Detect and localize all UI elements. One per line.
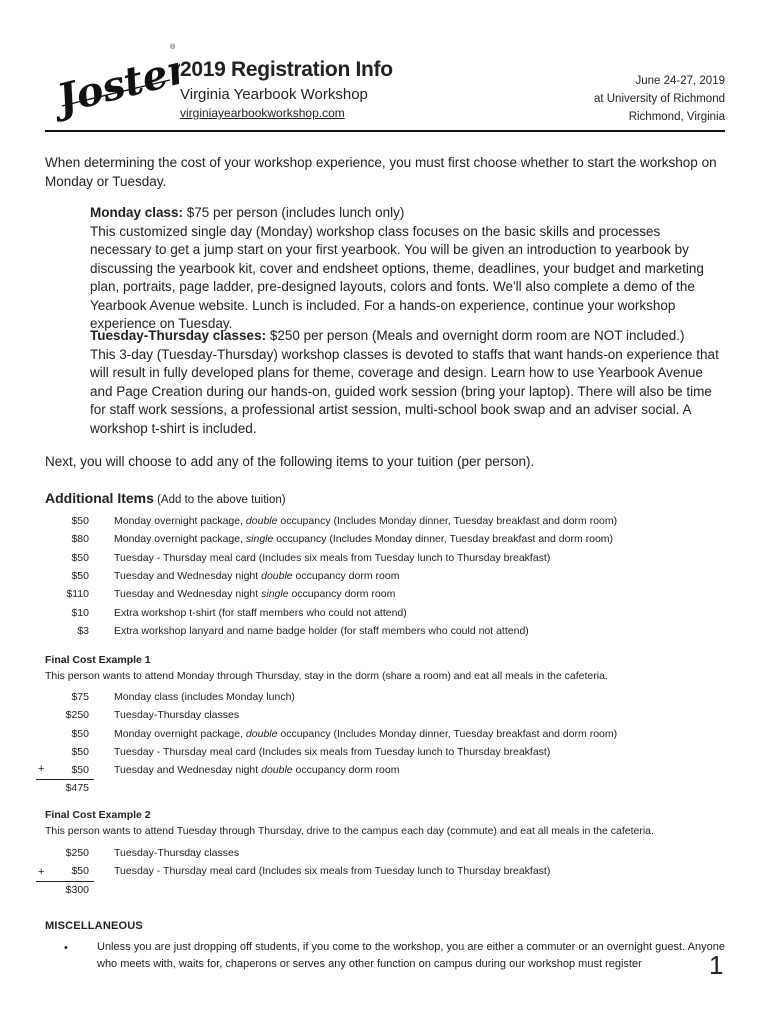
example-1-title: Final Cost Example 1: [45, 654, 151, 666]
line-item-price: $75: [71, 691, 89, 703]
monday-class-block: [90, 204, 725, 334]
line-item-description: [114, 862, 550, 880]
line-item-text: occupancy (Includes Monday dinner, Tuesday breakfast and dorm room): [273, 533, 614, 546]
tuesday-class-description: This 3-day (Tuesday-Thursday) workshop classes is devoted to staffs that want hands-on experience that will result in fully developed plans for theme, coverage and design. Learn how to use Yearbook Avenue and Page Creation during our hands-on, guided work session (bring your laptop). There will also be time for staff work sessions, a professional artist session, multi-school book swap and an adviser social. A workshop t-shirt is included.: [90, 346, 719, 436]
registered-mark: ®: [170, 44, 176, 51]
intro-paragraph: When determining the cost of your workshop experience, you must first choose whether to start the workshop on Monday or Tuesday.: [45, 155, 717, 189]
logo-lettering: Jostens: [52, 44, 180, 123]
line-item-row: [45, 549, 725, 567]
line-item-description: [114, 743, 550, 761]
monday-class-label: Monday class:: [90, 205, 184, 220]
line-item-emphasis: single: [261, 588, 289, 601]
line-item-text: occupancy dorm room: [292, 764, 400, 777]
line-item-description: [114, 549, 550, 567]
line-item-text: Monday overnight package,: [114, 727, 246, 740]
line-item-price: $50: [71, 569, 89, 582]
monday-class-description: This customized single day (Monday) workshop class focuses on the basic skills and processes necessary to get a jump start on your first yearbook. You will be given an introduction to yearbook by discussing the yearbook kit, cover and endsheet options, theme, deadlines, your budget and marketing plan, portraits, page ladder, pre-designed layouts, colors and fonts. We'll also complete a demo of the Yearbook Avenue website. Lunch is included. For a hands-on experience, continue your workshop experience on Tuesday.: [90, 223, 704, 331]
jostens-logo-mark: [52, 44, 180, 124]
line-item-text: occupancy (Includes Monday dinner, Tuesday breakfast and dorm room): [277, 727, 618, 740]
event-city: Richmond, Virginia: [628, 111, 725, 123]
line-item-emphasis: single: [245, 533, 274, 546]
line-item-text: occupancy (Includes Monday dinner, Tuesday breakfast and dorm room): [277, 515, 618, 527]
line-item-row: [45, 604, 725, 622]
line-item-price: $50: [71, 515, 89, 527]
line-item-description: [114, 622, 529, 640]
plus-sign: +: [38, 763, 45, 775]
line-item-description: [114, 725, 617, 743]
line-item-text: Tuesday and Wednesday night: [114, 569, 262, 582]
page-title: 2019 Registration Info: [180, 58, 393, 81]
example-2-description: This person wants to attend Tuesday through Thursday, drive to the campus each day (commute) and eat all meals in the cafeteria.: [45, 825, 654, 837]
event-info: [594, 72, 725, 126]
line-item-text: Monday overnight package,: [114, 515, 246, 527]
line-item-emphasis: double: [261, 569, 293, 582]
total-amount: $475: [65, 782, 89, 794]
line-item-description: [114, 706, 239, 724]
line-item-emphasis: double: [261, 764, 293, 777]
line-item-price: $50: [71, 764, 89, 777]
line-item-text: Extra workshop lanyard and name badge holder (for staff members who could not attend): [114, 624, 529, 637]
line-item-description: [114, 688, 295, 706]
line-item-text: Monday overnight package,: [114, 533, 246, 546]
line-item-emphasis: double: [245, 727, 278, 740]
line-item-price: $3: [77, 624, 89, 637]
event-dates: June 24-27, 2019: [635, 75, 725, 87]
line-item-row: [45, 725, 725, 743]
plus-sign: +: [38, 866, 45, 878]
line-item-text: occupancy dorm room: [288, 588, 396, 601]
line-item-row: [45, 688, 725, 706]
miscellaneous-text: Unless you are just dropping off students, if you come to the workshop, you are either a commuter or an overnight guest. Anyone who meets with, waits for, chaperons or serves any other function on campus during our workshop must register: [97, 941, 725, 970]
line-item-row: [45, 761, 725, 779]
line-item-price: $110: [66, 588, 89, 601]
line-item-description: [114, 604, 407, 622]
tuesday-class-label: Tuesday-Thursday classes:: [90, 328, 267, 343]
line-item-row: [45, 530, 725, 548]
tuesday-class-price: $250 per person (Meals and overnight dorm room are NOT included.): [266, 328, 685, 343]
additional-items-heading: [45, 490, 286, 506]
line-item-row: [45, 743, 725, 761]
line-item-price: $50: [71, 727, 89, 740]
line-item-row: [45, 706, 725, 724]
line-item-text: Extra workshop t-shirt (for staff members who could not attend): [114, 606, 407, 619]
jostens-logo: [52, 44, 180, 124]
line-item-text: Tuesday-Thursday classes: [114, 847, 240, 859]
line-item-description: [114, 844, 239, 862]
line-item-row: [45, 862, 725, 880]
line-item-price: $10: [71, 606, 89, 619]
line-item-row: [45, 512, 725, 530]
line-item-price: $250: [65, 847, 89, 859]
line-item-text: Tuesday - Thursday meal card (Includes six meals from Tuesday lunch to Thursday breakfast): [114, 745, 551, 758]
tuesday-class-block: [90, 327, 725, 438]
line-item-text: Tuesday-Thursday classes: [114, 709, 240, 722]
example-2-title: Final Cost Example 2: [45, 809, 151, 821]
miscellaneous-heading: MISCELLANEOUS: [45, 920, 143, 932]
line-item-price: $50: [71, 551, 89, 564]
line-item-row: [45, 567, 725, 585]
page-number: 1: [709, 950, 724, 980]
additional-items-title: Additional Items: [45, 490, 154, 506]
line-item-text: Tuesday - Thursday meal card (Includes six meals from Tuesday lunch to Thursday breakfast): [114, 865, 551, 878]
line-item-description: [114, 530, 613, 548]
line-item-description: [114, 585, 395, 603]
total-amount: $300: [65, 884, 89, 896]
page-subtitle: Virginia Yearbook Workshop: [180, 86, 368, 103]
example-1-description: This person wants to attend Monday through Thursday, stay in the dorm (share a room) and eat all meals in the cafeteria.: [45, 670, 608, 682]
line-item-price: $50: [71, 745, 89, 758]
monday-class-price: $75 per person (includes lunch only): [183, 205, 405, 220]
line-item-text: occupancy dorm room: [292, 569, 400, 582]
line-item-description: [114, 512, 617, 530]
line-item-text: Tuesday and Wednesday night: [114, 588, 262, 601]
additional-items-note: (Add to the above tuition): [153, 494, 286, 506]
line-item-description: [114, 567, 399, 585]
line-item-row: [45, 585, 725, 603]
line-item-price: $80: [71, 533, 89, 546]
bullet-icon: •: [64, 942, 68, 954]
line-item-emphasis: double: [245, 515, 278, 527]
line-item-price: $250: [65, 709, 89, 722]
line-item-text: Tuesday and Wednesday night: [114, 764, 262, 777]
line-item-row: [45, 844, 725, 862]
event-location: at University of Richmond: [593, 93, 725, 105]
next-paragraph: Next, you will choose to add any of the following items to your tuition (per person).: [45, 454, 535, 469]
header-divider: [45, 130, 725, 132]
line-item-text: Tuesday - Thursday meal card (Includes six meals from Tuesday lunch to Thursday breakfast): [114, 551, 551, 564]
line-item-description: [114, 761, 399, 779]
line-item-price: $50: [71, 865, 89, 878]
workshop-url-link[interactable]: virginiayearbookworkshop.com: [180, 106, 345, 120]
line-item-row: [45, 622, 725, 640]
line-item-text: Monday class (includes Monday lunch): [114, 691, 295, 703]
